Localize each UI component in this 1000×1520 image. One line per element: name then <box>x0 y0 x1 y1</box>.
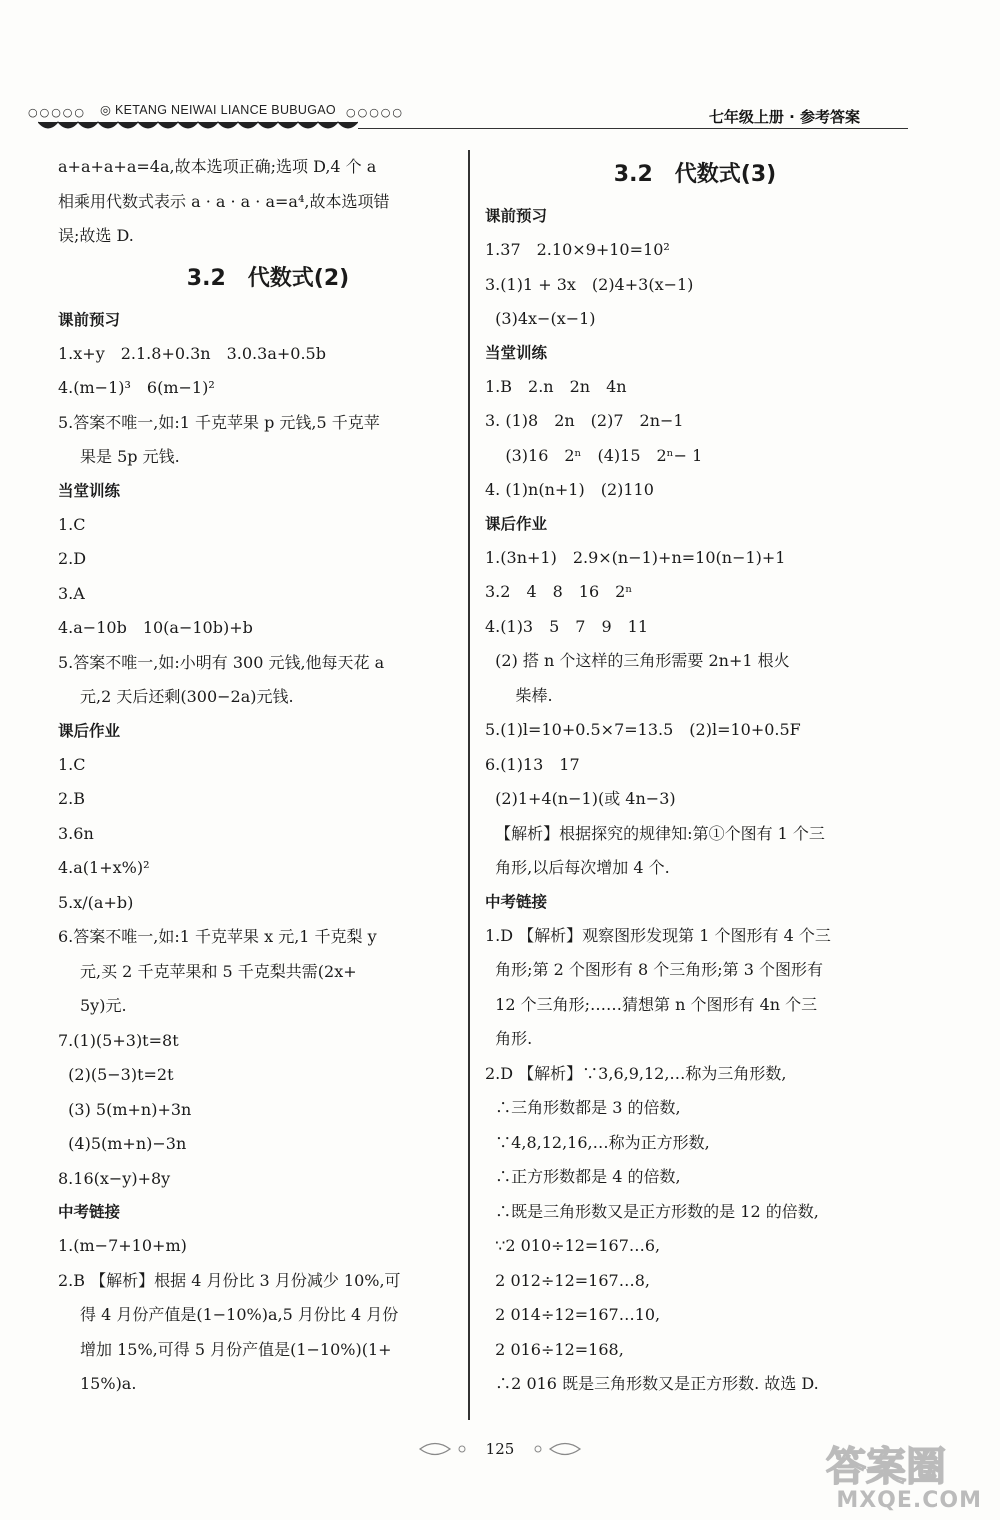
answer-line: 15%)a. <box>80 1374 137 1393</box>
answer-line: 4.a−10b 10(a−10b)+b <box>58 618 253 637</box>
header-dots-left: ○○○○○ <box>28 106 86 119</box>
answer-line: 柴棒. <box>485 685 553 705</box>
answer-line: 8.16(x−y)+8y <box>58 1168 171 1188</box>
answer-line: (2)(5−3)t=2t <box>58 1065 174 1084</box>
svg-text:答案圈: 答案圈 <box>826 1444 946 1490</box>
header-rule <box>358 128 908 129</box>
answer-line: (3) 5(m+n)+3n <box>58 1099 192 1119</box>
answer-line: 5.答案不唯一,如:小明有 300 元钱,他每天花 a <box>58 652 385 672</box>
answer-line: 1.D 【解析】观察图形发现第 1 个图形有 4 个三 <box>485 925 831 945</box>
header-dots-right: ○○○○○ <box>346 106 404 119</box>
answer-line: 2.D <box>58 549 87 568</box>
answer-line: 得 4 月份产值是(1−10%)a,5 月份比 4 月份 <box>80 1305 399 1324</box>
answer-line: 5.答案不唯一,如:1 千克苹果 p 元钱,5 千克苹 <box>58 412 380 432</box>
section-title: 3.2 代数式(2) <box>186 265 350 291</box>
answer-line: 2 012÷12=167…8, <box>485 1270 650 1290</box>
answer-line: 4.a(1+x%)² <box>58 858 150 877</box>
answer-line: (3)4x−(x−1) <box>485 309 596 328</box>
left-column <box>58 150 478 1402</box>
answer-line: 2.B <box>58 789 86 808</box>
block-heading: 当堂训练 <box>58 481 121 500</box>
answer-line: 果是 5p 元钱. <box>80 447 180 466</box>
answer-line: 【解析】根据探究的规律知:第①个图有 1 个三 <box>485 823 825 843</box>
answer-line: 元,买 2 千克苹果和 5 千克梨共需(2x+ <box>80 961 357 981</box>
page-number: 125 <box>485 1440 515 1458</box>
answer-line: ∵4,8,12,16,…称为正方形数, <box>485 1132 710 1152</box>
intro-line: a+a+a+a=4a,故本选项正确;选项 D,4 个 a <box>58 157 377 176</box>
answer-line: ∴正方形数都是 4 的倍数, <box>485 1167 681 1186</box>
answer-line: 3.6n <box>58 823 94 843</box>
header-title: 七年级上册 · 参考答案 <box>708 108 860 126</box>
answer-line: 1.C <box>58 754 86 774</box>
intro-line: 误;故选 D. <box>58 226 134 245</box>
answer-line: 1.C <box>58 514 86 534</box>
answer-line: 1.37 2.10×9+10=10² <box>485 240 670 259</box>
answer-line: 2.B 【解析】根据 4 月份比 3 月份减少 10%,可 <box>58 1270 401 1290</box>
answer-line: 1.x+y 2.1.8+0.3n 3.0.3a+0.5b <box>58 343 326 363</box>
answer-line: 12 个三角形;……猜想第 n 个图形有 4n 个三 <box>485 994 818 1014</box>
answer-line: 5y)元. <box>80 996 127 1015</box>
answer-line: ∴既是三角形数又是正方形数的是 12 的倍数, <box>485 1201 819 1221</box>
answer-line: 2 014÷12=167…10, <box>485 1305 661 1324</box>
answer-line: 5.x/(a+b) <box>58 892 134 912</box>
header-scallop-ornament <box>38 120 358 134</box>
answer-line: 角形;第 2 个图形有 8 个三角形;第 3 个图形有 <box>485 960 824 979</box>
answer-line: (4)5(m+n)−3n <box>58 1134 187 1153</box>
answer-line: 3.2 4 8 16 2ⁿ <box>485 582 633 601</box>
answer-line: 7.(1)(5+3)t=8t <box>58 1030 179 1050</box>
answer-line: 2 016÷12=168, <box>485 1339 624 1359</box>
page-header <box>28 98 908 138</box>
answer-line: 6.答案不唯一,如:1 千克苹果 x 元,1 千克梨 y <box>58 927 377 946</box>
answer-line: 4. (1)n(n+1) (2)110 <box>485 480 654 499</box>
answer-line: 1.B 2.n 2n 4n <box>485 376 627 396</box>
answer-line: 3.(1)1 + 3x (2)4+3(x−1) <box>485 274 694 294</box>
block-heading: 当堂训练 <box>485 343 548 362</box>
answer-line: 3.A <box>58 583 85 603</box>
answer-line: 元,2 天后还剩(300−2a)元钱. <box>80 687 294 706</box>
answer-line: 角形,以后每次增加 4 个. <box>485 858 670 877</box>
answer-line: (2)1+4(n−1)(或 4n−3) <box>485 789 676 808</box>
answer-line: ∴三角形数都是 3 的倍数, <box>485 1098 681 1117</box>
answer-line: (2) 搭 n 个这样的三角形需要 2n+1 根火 <box>485 651 790 670</box>
intro-line: 相乘用代数式表示 a · a · a · a=a⁴,故本选项错 <box>58 191 390 211</box>
answer-line: ∴2 016 既是三角形数又是正方形数. 故选 D. <box>485 1374 819 1393</box>
answer-line: (3)16 2ⁿ (4)15 2ⁿ− 1 <box>485 445 703 465</box>
answer-line: 角形. <box>485 1029 533 1048</box>
answer-line: 1.(3n+1) 2.9×(n−1)+n=10(n−1)+1 <box>485 547 786 567</box>
answer-line: 增加 15%,可得 5 月份产值是(1−10%)(1+ <box>80 1339 392 1359</box>
watermark-url: MXQE.COM <box>836 1488 982 1513</box>
answer-line: 3. (1)8 2n (2)7 2n−1 <box>485 411 684 430</box>
block-heading: 课前预习 <box>58 310 121 329</box>
answer-line: 4.(1)3 5 7 9 11 <box>485 616 649 636</box>
answer-line: 5.(1)l=10+0.5×7=13.5 (2)l=10+0.5F <box>485 720 801 739</box>
answer-line: 1.(m−7+10+m) <box>58 1236 187 1255</box>
answer-line: 6.(1)13 17 <box>485 754 580 774</box>
header-series-name: ◎ KETANG NEIWAI LIANCE BUBUGAO <box>100 103 336 117</box>
answer-line: 2.D 【解析】∵3,6,9,12,…称为三角形数, <box>485 1063 787 1083</box>
block-heading: 课前预习 <box>485 207 548 225</box>
block-heading: 课后作业 <box>485 514 548 533</box>
right-column <box>485 150 905 1402</box>
answer-line: ∵2 010÷12=167…6, <box>485 1236 661 1255</box>
block-heading: 中考链接 <box>58 1203 121 1221</box>
section-title: 3.2 代数式(3) <box>613 162 777 187</box>
block-heading: 中考链接 <box>485 892 548 911</box>
answer-line: 4.(m−1)³ 6(m−1)² <box>58 378 215 397</box>
block-heading: 课后作业 <box>58 721 121 740</box>
